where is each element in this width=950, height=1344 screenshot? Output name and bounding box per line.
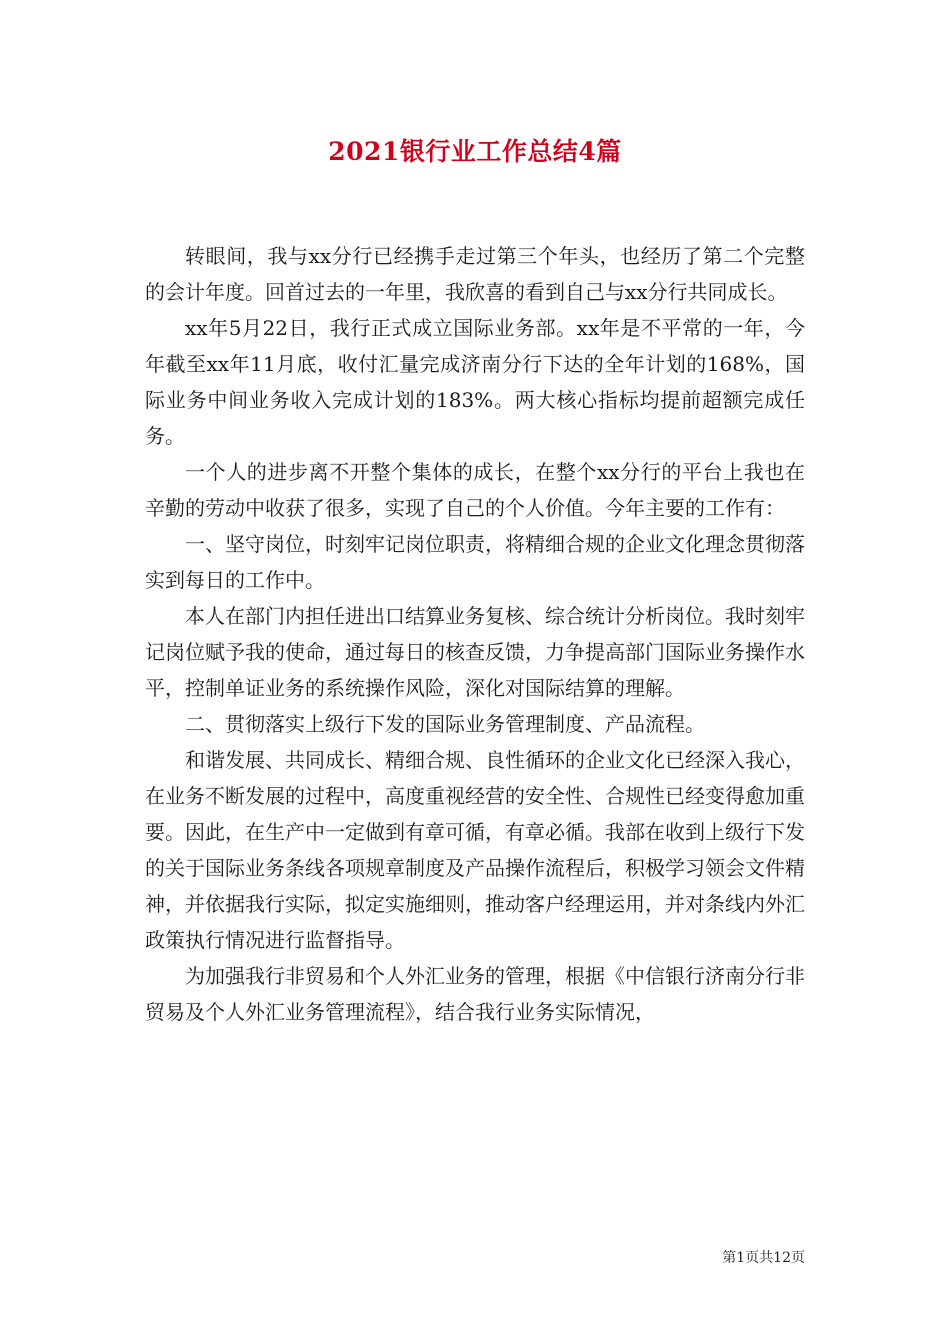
paragraph: 一个人的进步离不开整个集体的成长，在整个xx分行的平台上我也在辛勤的劳动中收获了很多，实现了自己的个人价值。今年主要的工作有： bbox=[145, 460, 805, 520]
page-number: 第1页共12页 bbox=[722, 1250, 805, 1266]
section-heading: 二、贯彻落实上级行下发的国际业务管理制度、产品流程。 bbox=[185, 712, 705, 736]
paragraph: xx年5月22日，我行正式成立国际业务部。xx年是不平常的一年，今年截至xx年11月底，收付汇量完成济南分行下达的全年计划的168%，国际业务中间业务收入完成计划的183%。两大核心指标均提前超额完成任务。 bbox=[145, 316, 805, 448]
paragraph: 为加强我行非贸易和个人外汇业务的管理，根据《中信银行济南分行非贸易及个人外汇业务管理流程》，结合我行业务实际情况， bbox=[145, 964, 805, 1024]
paragraph: 本人在部门内担任进出口结算业务复核、综合统计分析岗位。我时刻牢记岗位赋予我的使命，通过每日的核查反馈，力争提高部门国际业务操作水平，控制单证业务的系统操作风险，深化对国际结算的理解。 bbox=[145, 604, 805, 700]
document-body bbox=[145, 238, 805, 1030]
paragraph: 和谐发展、共同成长、精细合规、良性循环的企业文化已经深入我心，在业务不断发展的过程中，高度重视经营的安全性、合规性已经变得愈加重要。因此，在生产中一定做到有章可循，有章必循。我部在收到上级行下发的关于国际业务条线各项规章制度及产品操作流程后，积极学习领会文件精神，并依据我行实际，拟定实施细则，推动客户经理运用，并对条线内外汇政策执行情况进行监督指导。 bbox=[145, 748, 805, 952]
section-heading: 一、坚守岗位，时刻牢记岗位职责，将精细合规的企业文化理念贯彻落实到每日的工作中。 bbox=[145, 532, 805, 592]
page-title: 2021银行业工作总结4篇 bbox=[328, 137, 622, 166]
paragraph: 转眼间，我与xx分行已经携手走过第三个年头，也经历了第二个完整的会计年度。回首过去的一年里，我欣喜的看到自己与xx分行共同成长。 bbox=[145, 244, 805, 304]
